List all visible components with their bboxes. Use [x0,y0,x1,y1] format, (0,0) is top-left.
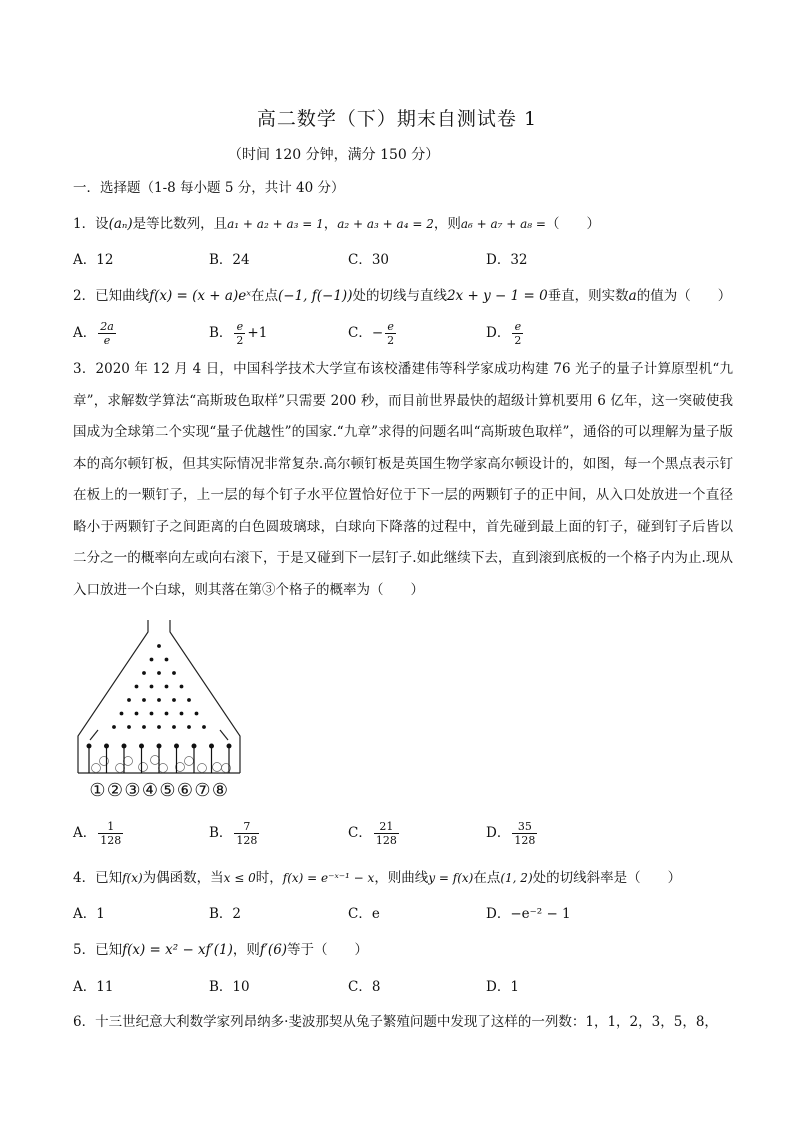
q5-option-b: B．10 [209,979,250,995]
peg [157,725,161,729]
q4-option-d: D．−e⁻² − 1 [486,906,571,922]
q1-option-b: B．24 [209,252,250,268]
peg [172,725,176,729]
peg [227,744,231,748]
peg [180,685,184,689]
peg [120,712,124,716]
q1-option-d: D．32 [486,252,528,268]
q5-option-d: D．1 [486,979,519,995]
question-3-stem: 3．2020 年 12 月 4 日，中国科学技术大学宣布该校潘建伟等科学家成功构建 76 光子的量子计算原型机“九章”，求解数学算法“高斯玻色取样”只需要 200 秒，而目前世界最快的超级计算机要用 6 亿年，这一突破使我国成为全球第二个实现“量子优越性”的国家.“九章”求得的问题名叫“高斯玻色取样”，通俗的可以理解为量子版本的高尔顿钉板，但其实际情况非常复杂.高尔顿钉板是英国生物学家高尔顿设计的，如图，每一个黑点表示钉在板上的一颗钉子，上一层的每个钉子水平位置恰好位于下一层的两颗钉子的正中间，从入口处放进一个直径略小于两颗钉子之间距离的白色圆玻璃球，白球向下降落的过程中，首先碰到最上面的钉子，碰到钉子后皆以二分之一的概率向左或向右滚下，于是又碰到下一层钉子.如此继续下去，直到滚到底板的一个格子内为止.现从入口放进一个白球，则其落在第③个格子的概率为（ ） [73,361,733,598]
peg [150,685,154,689]
peg [180,712,184,716]
question-1-stem: 1．设(aₙ)是等比数列，且a₁ + a₂ + a₃ = 1，a₂ + a₃ + a₄ = 2，则a₆ + a₇ + a₈ =（ ） [73,216,600,232]
q4-option-c: C．e [348,906,380,922]
q3-option-b: B． $\frac{7}{128}$ [209,820,258,847]
peg [140,744,144,748]
ball [124,757,133,766]
q4-option-b: B．2 [209,906,242,922]
slot-label: ⑥ [176,780,194,801]
q2-option-d: D． $\frac{e}{2}$ [486,320,522,347]
q3-option-a: A． $\frac{1}{128}$ [73,820,122,847]
q1-option-c: C．30 [348,252,390,268]
ball [185,757,194,766]
peg [157,698,161,702]
peg [192,744,196,748]
peg [142,725,146,729]
q2-option-b: B． $\frac{e}{2}$ +1 [209,320,268,347]
peg [142,671,146,675]
slot-label: ② [106,780,124,801]
ball [100,757,109,766]
peg [157,671,161,675]
exam-subtitle: （时间 120 分钟，满分 150 分） [228,147,440,163]
peg [112,725,116,729]
ball [159,764,168,773]
section-heading: 一．选择题（1-8 每小题 5 分，共计 40 分） [73,180,345,196]
ball [198,764,207,773]
peg [172,698,176,702]
q3-option-d: D． $\frac{35}{128}$ [486,820,536,847]
ball [116,764,125,773]
q3-option-c: C． $\frac{21}{128}$ [348,820,397,847]
q2-option-a: A． $\frac{2a}{e}$ [73,320,114,347]
ball [151,756,160,765]
ball [213,763,222,772]
question-5-stem: 5．已知f(x) = x² − xf′(1)，则f′(6)等于（ ） [73,942,369,958]
peg [165,712,169,716]
question-4-stem: 4．已知f(x)为偶函数，当x ≤ 0时，f(x) = e⁻ˣ⁻¹ − x，则曲线y = f(x)在点(1, 2)处的切线斜率是（ ） [73,870,682,886]
peg [127,698,131,702]
galton-board-figure [76,618,246,803]
peg [122,744,126,748]
peg [135,685,139,689]
peg [142,698,146,702]
peg [135,712,139,716]
peg [172,671,176,675]
peg [127,725,131,729]
slot-label: ⑧ [211,780,229,801]
ball [139,763,148,772]
peg [202,725,206,729]
peg [150,712,154,716]
question-6-stem: 6．十三世纪意大利数学家列昂纳多·斐波那契从兔子繁殖问题中发现了这样的一列数：1，1，2，3，5，8， [73,1014,718,1030]
slot-label: ④ [141,780,159,801]
slot-label: ① [89,780,106,801]
peg [157,644,161,648]
q1-option-a: A．12 [73,252,114,268]
peg [175,744,179,748]
peg [150,658,154,662]
slot-label: ⑦ [194,780,211,801]
slot-label: ⑤ [159,780,176,801]
peg [105,744,109,748]
peg [87,744,91,748]
q5-option-a: A．11 [73,979,114,995]
peg [187,725,191,729]
peg [210,744,214,748]
ball [92,764,101,773]
page-title: 高二数学（下）期末自测试卷 1 [256,108,538,130]
question-2-stem: 2．已知曲线f(x) = (x + a)eˣ在点(−1, f(−1))处的切线与直线2x + y − 1 = 0垂直，则实数a的值为（ ） [73,288,732,304]
peg [165,685,169,689]
peg [157,744,161,748]
slot-label: ③ [124,780,141,801]
q4-option-a: A．1 [73,906,105,922]
peg [187,698,191,702]
peg [195,712,199,716]
q2-option-c: C．− $\frac{e}{2}$ [348,320,395,347]
peg [165,658,169,662]
q5-option-c: C．8 [348,979,381,995]
